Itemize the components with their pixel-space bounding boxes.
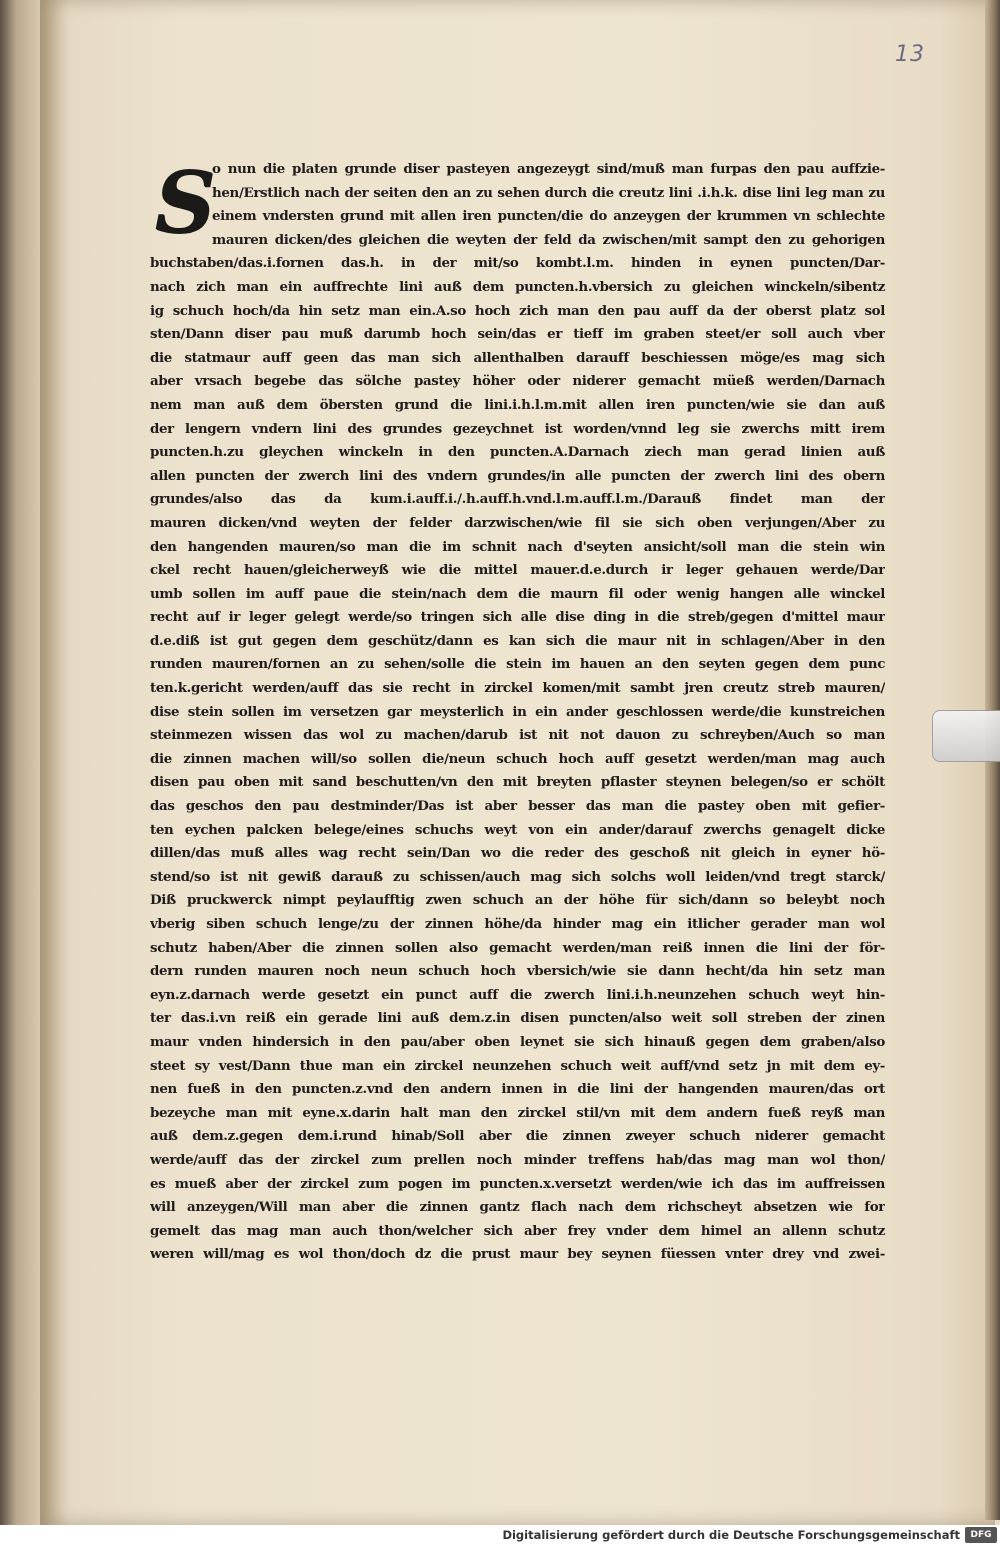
text-line: die zinnen machen will/so sollen die/neun schuch hoch auff gesetzt werden/man mag auch [150,750,885,767]
text-line: das geschos den pau destminder/Das ist aber besser das man die pastey oben mit gefier- [150,798,885,815]
text-line: nen fueß in den puncten.z.vnd den andern innen in die lini der hangenden mauren/das ort [150,1081,885,1098]
text-line: der lengern vndern lini des grundes gezeychnet ist worden/vnnd leg sie zwerchs mitt irem [150,420,885,437]
text-line: die statmaur auff geen das man sich allenthalben darauff beschiessen möge/es mag sich [150,349,885,366]
text-line: ten.k.gericht werden/auff das sie recht in zirckel komen/mit sambt jren creutz streb mauren/ [150,680,885,697]
text-line: maur vnden hindersich in den pau/aber oben leynet sie sich hinauß gegen dem graben/also [150,1033,885,1050]
text-line: stend/so ist nit gewiß darauß zu schissen/auch mag sich solchs woll leiden/vnd tregt starck/ [150,868,885,885]
text-line: dillen/das muß alles wag recht sein/Dan wo die reder des geschoß nit gleich in eyner hö- [150,845,885,862]
folio-number: 13 [895,42,925,67]
text-line: bezeyche man mit eyne.x.darin halt man den zirckel stil/vn mit dem andern fueß reyß man [150,1104,885,1121]
text-line: ten eychen palcken belege/eines schuchs weyt von ein ander/darauf zwerchs genagelt dicke [150,821,885,838]
text-line: will anzeygen/Will man aber die zinnen gantz flach nach dem richscheyt absetzen wie for [150,1199,885,1216]
text-block [150,153,885,1267]
text-line: recht auf ir leger gelegt werde/so tringen sich alle dise ding in die streb/gegen d'mittel maur [150,609,885,626]
text-line: mauren dicken/vnd weyten der felder darzwischen/wie fil sie sich oben verjungen/Aber zu [150,514,885,531]
text-line: dern runden mauren noch neun schuch hoch vbersich/wie sie dann hecht/da hin setz man [150,963,885,980]
text-line: vberig siben schuch lenge/zu der zinnen höhe/da hinder mag ein itlicher gerader man wol [150,916,885,932]
text-line: nach zich man ein auffrechte lini auß dem puncten.h.vbersich zu gleichen winckeln/sibentz [150,278,885,295]
text-line: aber vrsach begebe das sölche pastey höher oder niderer gemacht müeß werden/Darnach [150,373,885,390]
text-line: o nun die platen grunde diser pasteyen angezeygt sind/muß man furpas den pau auffzie- [212,161,885,177]
text-line: ter das.i.vn reiß ein gerade lini auß dem.z.in disen puncten/also weit soll streben der zinen [150,1010,885,1027]
text-line: den hangenden mauren/so man die im schnit nach d'seyten ansicht/soll man die stein win [150,538,885,555]
text-line: d.e.diß ist gut gegen dem geschütz/dann es kan sich die maur nit in schlagen/Aber in den [150,632,885,649]
text-line: steinmezen wissen das wol zu machen/darub ist nit not dauon zu schreyben/Auch so man [150,727,885,744]
decorated-initial: S [154,153,216,252]
digitization-footer [0,1525,1000,1545]
text-line: mauren dicken/des gleichen die weyten der feld da zwischen/mit sampt den zu gehorigen [212,231,885,248]
text-line: hen/Erstlich nach der seiten den an zu sehen durch die creutz lini .i.h.k. dise lini leg man zu [212,184,885,201]
text-line: nem man auß dem öbersten grund die lini.i.h.l.m.mit allen iren puncten/wie sie dan auß [150,396,885,413]
text-line: grundes/also das da kum.i.auff.i./.h.auff.h.vnd.l.m.auff.l.m./Darauß findet man der [150,491,885,508]
text-line: runden mauren/fornen an zu sehen/solle die stein im hauen an den seyten gegen dem punc [150,656,885,673]
text-line: auß dem.z.gegen dem.i.rund hinab/Soll aber die zinnen zweyer schuch niderer gemacht [150,1128,885,1145]
text-line: allen puncten der zwerch lini des vndern grundes/in alle puncten der zwerch lini des obern [150,467,885,484]
text-line: dise stein sollen im versetzen gar meysterlich in ein ander geschlossen werde/die kunstreichen [150,703,885,720]
text-line: ig schuch hoch/da hin setz man ein.A.so hoch zich man den pau auff da der oberst platz sol [150,302,885,319]
text-line: werde/auff das der zirckel zum prellen noch minder treffens hab/das mag man wol thon/ [150,1151,885,1168]
text-line: sten/Dann diser pau muß darumb hoch sein/das er tieff im graben steet/er soll auch vber [150,326,885,343]
footer-credit: Digitalisierung gefördert durch die Deutsche Forschungsgemeinschaft [502,1528,960,1542]
text-line: weren will/mag es wol thon/doch dz die prust maur bey seynen füessen vnter drey vnd zwei- [150,1246,885,1263]
text-line: steet sy vest/Dann thue man ein zirckel neunzehen schuch weit auff/vnd setz jn mit dem ey- [150,1057,885,1074]
text-lines [150,153,885,1267]
text-line: umb sollen im auff paue die stein/nach dem die maurn fil oder wenig hangen alle winckel [150,585,885,602]
text-line: Diß pruckwerck nimpt peylaufftig zwen schuch an der höhe für sich/dann so beleybt noch [150,892,885,909]
text-line: eyn.z.darnach werde gesetzt ein punct auff die zwerch lini.i.h.neunzehen schuch weyt hin- [150,986,885,1003]
text-line: puncten.h.zu gleychen winckeln in den puncten.A.Darnach ziech man gerad linien auß [150,444,885,461]
text-line: disen pau oben mit sand beschutten/vn den mit breyten pflaster steynen belegen/so er schölt [150,774,885,791]
page-marker-tab [932,710,1000,762]
text-line: gemelt das mag man auch thon/welcher sich aber frey vnder dem himel an allenn schutz [150,1222,885,1239]
text-line: buchstaben/das.i.fornen das.h. in der mit/so kombt.l.m. hinden in eynen puncten/Dar- [150,255,885,272]
text-line: ckel recht hauen/gleicherweyß wie die mittel mauer.d.e.durch ir leger gehauen werde/Dar [150,562,885,579]
text-line: es mueß aber der zirckel zum pogen im puncten.x.versetzt werden/wie ich das im auffreissen [150,1175,885,1192]
text-line: schutz haben/Aber die zinnen sollen also gemacht werden/man reiß innen die lini der för- [150,939,885,956]
left-page-edge [0,0,40,1545]
dfg-logo: DFG [965,1527,997,1543]
text-line: einem vndersten grund mit allen iren puncten/die do anzeygen der krummen vn schlechte [212,208,885,225]
